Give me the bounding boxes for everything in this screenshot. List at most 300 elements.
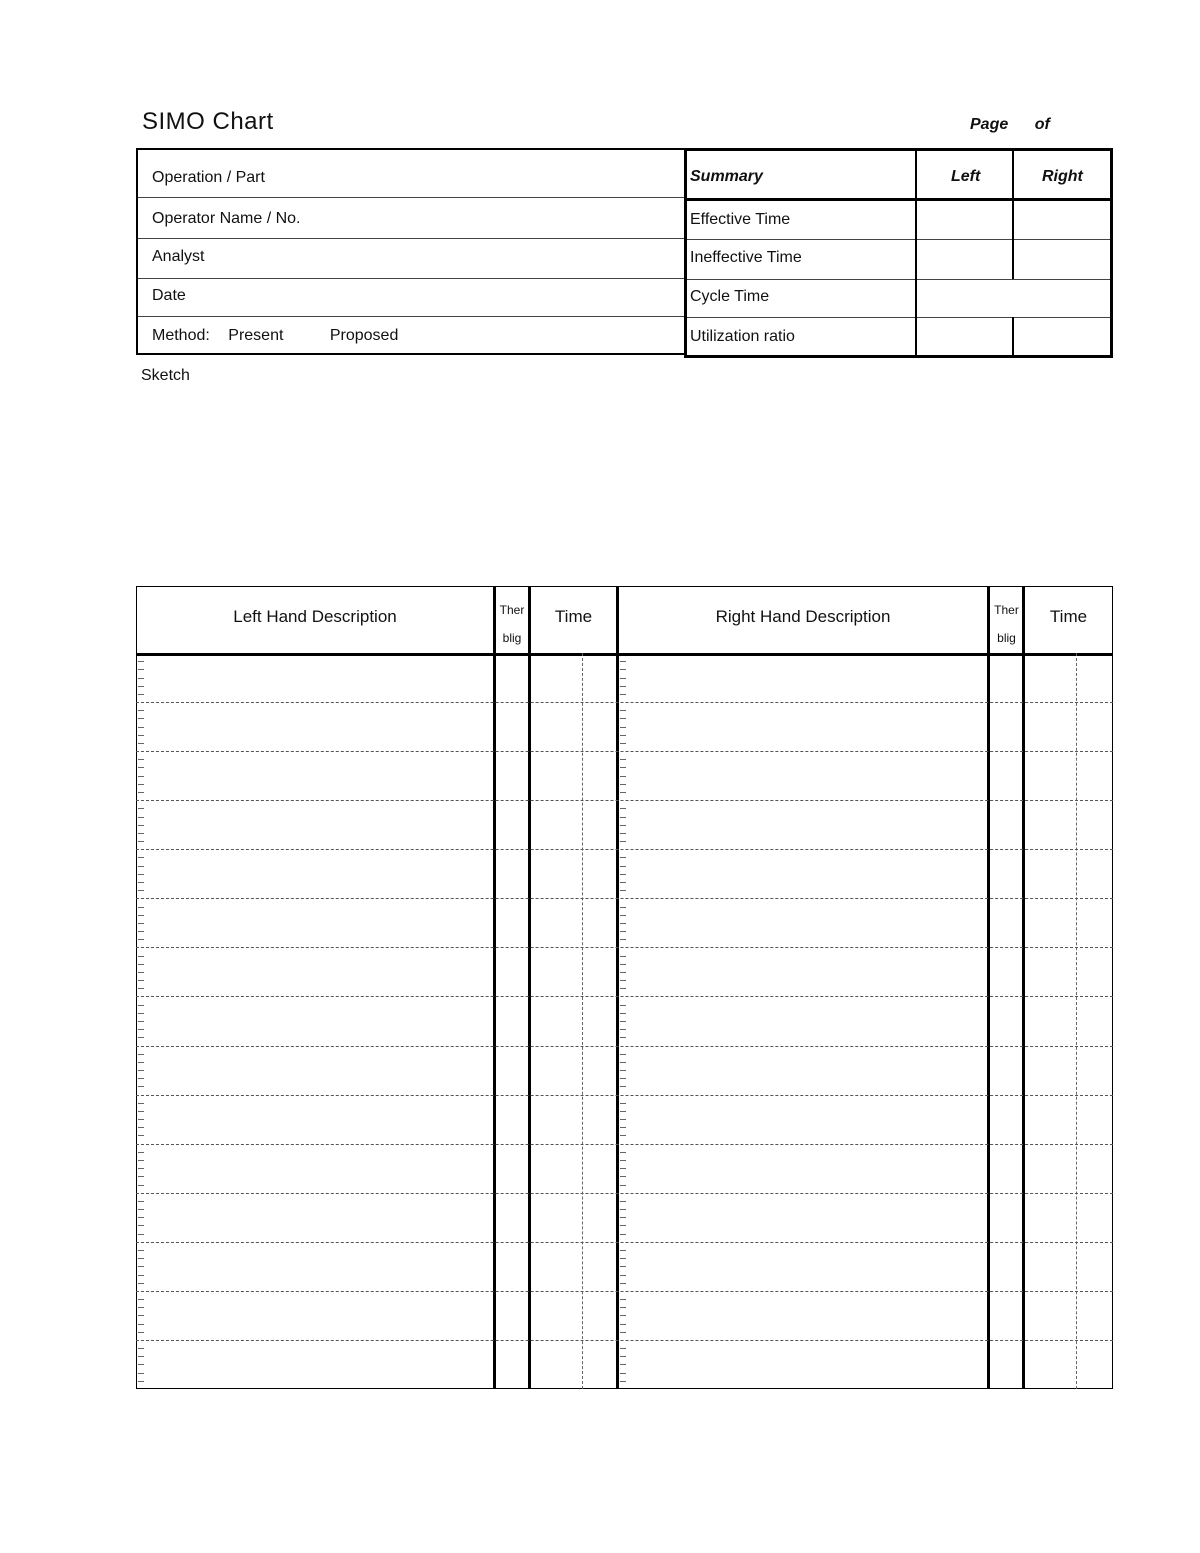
right-therblig-cell[interactable]	[991, 949, 1019, 994]
left-therblig-cell[interactable]	[497, 1244, 525, 1289]
row-tick	[138, 1168, 144, 1169]
row-tick	[620, 956, 626, 957]
right-therblig-cell[interactable]	[991, 1342, 1019, 1387]
row-tick	[620, 694, 626, 695]
row-tick	[620, 1111, 626, 1112]
row-tick	[620, 1364, 626, 1365]
row-tick	[620, 1307, 626, 1308]
row-tick	[620, 743, 626, 744]
operation-part-field[interactable]: Operation / Part	[152, 169, 265, 186]
page-title: SIMO Chart	[142, 108, 274, 135]
right-hand-description-cell[interactable]	[628, 851, 984, 896]
row-tick	[138, 743, 144, 744]
right-time-cell[interactable]	[1026, 1195, 1110, 1240]
left-therblig-cell[interactable]	[497, 802, 525, 847]
right-therblig-bottom: blig	[997, 631, 1016, 645]
row-divider	[136, 1193, 1113, 1194]
utilization-left-cell[interactable]	[917, 319, 1011, 354]
row-tick	[620, 1381, 626, 1382]
row-tick	[138, 980, 144, 981]
row-tick	[138, 1373, 144, 1374]
row-tick	[620, 678, 626, 679]
row-tick	[620, 980, 626, 981]
row-tick	[138, 1021, 144, 1022]
ineffective-time-label: Ineffective Time	[690, 249, 802, 266]
row-tick	[138, 1119, 144, 1120]
method-field	[138, 327, 685, 345]
row-tick	[138, 1234, 144, 1235]
row-tick	[620, 1332, 626, 1333]
row-divider	[136, 1242, 1113, 1243]
row-tick	[620, 1315, 626, 1316]
row-tick	[138, 1348, 144, 1349]
row-tick	[138, 1127, 144, 1128]
left-hand-description-cell[interactable]	[146, 949, 490, 994]
sketch-area[interactable]	[136, 390, 1113, 575]
row-tick	[138, 866, 144, 867]
right-hand-description-cell[interactable]	[628, 802, 984, 847]
summary-left-header: Left	[951, 168, 981, 185]
row-tick	[620, 923, 626, 924]
row-tick	[138, 1103, 144, 1104]
right-therblig-cell[interactable]	[991, 1097, 1019, 1142]
page-label: Page	[970, 116, 1009, 133]
row-tick	[138, 710, 144, 711]
row-tick	[138, 1037, 144, 1038]
row-tick	[138, 1005, 144, 1006]
row-tick	[138, 718, 144, 719]
row-tick	[620, 1103, 626, 1104]
row-tick	[138, 1250, 144, 1251]
right-time-cell[interactable]	[1026, 802, 1110, 847]
left-therblig-header	[494, 596, 530, 652]
right-hand-description-cell[interactable]	[628, 655, 984, 700]
right-time-cell[interactable]	[1026, 1342, 1110, 1387]
row-tick	[138, 1324, 144, 1325]
effective-time-right-cell[interactable]	[1014, 201, 1110, 238]
row-tick	[138, 857, 144, 858]
right-hand-description-cell[interactable]	[628, 704, 984, 749]
ineffective-time-left-cell[interactable]	[917, 241, 1011, 278]
row-tick	[620, 882, 626, 883]
row-tick	[138, 907, 144, 908]
right-therblig-cell[interactable]	[991, 998, 1019, 1043]
row-tick	[138, 825, 144, 826]
cycle-time-cell[interactable]	[917, 281, 1110, 316]
left-therblig-divider	[493, 586, 496, 1389]
right-therblig-cell[interactable]	[991, 1195, 1019, 1240]
right-hand-description-cell[interactable]	[628, 1244, 984, 1289]
row-divider	[136, 996, 1113, 997]
row-tick	[620, 1185, 626, 1186]
row-tick	[138, 776, 144, 777]
row-tick	[620, 1176, 626, 1177]
row-divider	[136, 1046, 1113, 1047]
row-tick	[620, 1070, 626, 1071]
row-tick	[620, 1029, 626, 1030]
row-tick	[620, 727, 626, 728]
right-time-cell[interactable]	[1026, 949, 1110, 994]
row-tick	[138, 792, 144, 793]
row-tick	[620, 988, 626, 989]
row-tick	[138, 1381, 144, 1382]
left-hand-description-cell[interactable]	[146, 704, 490, 749]
row-tick	[138, 808, 144, 809]
grid-border-top	[136, 586, 1113, 587]
row-tick	[620, 669, 626, 670]
left-hand-description-cell[interactable]	[146, 1097, 490, 1142]
row-tick	[620, 1258, 626, 1259]
row-tick	[620, 784, 626, 785]
row-tick	[620, 1356, 626, 1357]
left-time-cell[interactable]	[532, 1097, 614, 1142]
row-tick	[138, 1364, 144, 1365]
right-therblig-cell[interactable]	[991, 1048, 1019, 1093]
row-tick	[138, 784, 144, 785]
left-hand-description-cell[interactable]	[146, 1146, 490, 1191]
row-tick	[138, 1275, 144, 1276]
left-therblig-cell[interactable]	[497, 1048, 525, 1093]
effective-time-label: Effective Time	[690, 211, 791, 228]
right-time-header: Time	[1049, 607, 1088, 626]
right-therblig-cell[interactable]	[991, 753, 1019, 798]
left-therblig-cell[interactable]	[497, 704, 525, 749]
cycle-time-label: Cycle Time	[690, 288, 770, 305]
left-time-cell[interactable]	[532, 1146, 614, 1191]
row-tick	[620, 1119, 626, 1120]
row-tick	[138, 931, 144, 932]
row-tick	[620, 939, 626, 940]
right-time-cell[interactable]	[1026, 851, 1110, 896]
left-time-cell[interactable]	[532, 949, 614, 994]
utilization-ratio-label: Utilization ratio	[690, 328, 795, 345]
row-tick	[138, 727, 144, 728]
left-time-cell[interactable]	[532, 753, 614, 798]
right-therblig-cell[interactable]	[991, 802, 1019, 847]
row-divider	[136, 702, 1113, 703]
right-time-cell[interactable]	[1026, 655, 1110, 700]
row-tick	[138, 678, 144, 679]
left-therblig-cell[interactable]	[497, 1195, 525, 1240]
right-time-cell[interactable]	[1026, 1146, 1110, 1191]
row-tick	[138, 1086, 144, 1087]
right-hand-description-cell[interactable]	[628, 753, 984, 798]
row-tick	[620, 1168, 626, 1169]
row-tick	[138, 1013, 144, 1014]
right-hand-description-cell[interactable]	[628, 1293, 984, 1338]
row-divider	[136, 1340, 1113, 1341]
row-tick	[138, 1258, 144, 1259]
of-label: of	[1034, 116, 1050, 133]
row-tick	[620, 1086, 626, 1087]
summary-right-header: Right	[1042, 168, 1083, 185]
effective-time-left-cell[interactable]	[917, 201, 1011, 238]
left-time-cell[interactable]	[532, 900, 614, 945]
row-tick	[620, 972, 626, 973]
row-tick	[620, 767, 626, 768]
row-tick	[138, 915, 144, 916]
right-hand-description-cell[interactable]	[628, 900, 984, 945]
row-tick	[620, 1266, 626, 1267]
operation-info-block	[136, 148, 685, 355]
row-tick	[138, 1283, 144, 1284]
row-tick	[138, 890, 144, 891]
row-divider	[136, 800, 1113, 801]
left-therblig-top: Ther	[499, 603, 525, 617]
right-hand-description-cell[interactable]	[628, 1146, 984, 1191]
row-tick	[138, 1332, 144, 1333]
row-tick	[138, 661, 144, 662]
left-therblig-cell[interactable]	[497, 1146, 525, 1191]
row-tick	[138, 1029, 144, 1030]
left-hand-description-cell[interactable]	[146, 753, 490, 798]
simo-table	[136, 586, 1113, 1389]
left-hand-description-cell[interactable]	[146, 1244, 490, 1289]
row-tick	[620, 1234, 626, 1235]
row-tick	[620, 857, 626, 858]
left-therblig-cell[interactable]	[497, 998, 525, 1043]
right-therblig-divider	[987, 586, 990, 1389]
row-tick	[620, 1201, 626, 1202]
method-present-option[interactable]: Present	[228, 327, 284, 344]
row-tick	[138, 767, 144, 768]
right-hand-description-cell[interactable]	[628, 998, 984, 1043]
left-therblig-cell[interactable]	[497, 655, 525, 700]
row-tick	[620, 735, 626, 736]
row-tick	[620, 1373, 626, 1374]
grid-border-right	[1112, 586, 1113, 1389]
row-tick	[620, 931, 626, 932]
row-tick	[620, 1005, 626, 1006]
right-therblig-cell[interactable]	[991, 1293, 1019, 1338]
row-tick	[620, 1037, 626, 1038]
row-tick	[620, 1062, 626, 1063]
row-tick	[620, 1021, 626, 1022]
row-tick	[138, 1078, 144, 1079]
row-tick	[138, 841, 144, 842]
row-tick	[138, 972, 144, 973]
method-label: Method:	[152, 327, 210, 344]
analyst-field[interactable]: Analyst	[152, 248, 205, 265]
center-divider	[616, 586, 619, 1389]
left-hand-description-cell[interactable]	[146, 1293, 490, 1338]
left-time-cell[interactable]	[532, 1342, 614, 1387]
right-time-cell[interactable]	[1026, 900, 1110, 945]
row-tick	[620, 1217, 626, 1218]
left-time-cell[interactable]	[532, 802, 614, 847]
left-therblig-bottom: blig	[502, 631, 522, 645]
row-tick	[620, 686, 626, 687]
right-time-cell[interactable]	[1026, 1244, 1110, 1289]
row-tick	[620, 661, 626, 662]
left-time-cell[interactable]	[532, 655, 614, 700]
left-therblig-cell[interactable]	[497, 753, 525, 798]
row-tick	[620, 1275, 626, 1276]
row-tick	[620, 1135, 626, 1136]
left-time-cell[interactable]	[532, 1048, 614, 1093]
left-time-divider	[528, 586, 531, 1389]
right-therblig-cell[interactable]	[991, 851, 1019, 896]
left-hand-description-cell[interactable]	[146, 998, 490, 1043]
row-tick	[138, 1299, 144, 1300]
page-number-field	[970, 116, 1050, 134]
row-tick	[138, 1225, 144, 1226]
row-tick	[138, 964, 144, 965]
left-time-cell[interactable]	[532, 1244, 614, 1289]
row-tick	[138, 923, 144, 924]
date-field[interactable]: Date	[152, 287, 186, 304]
row-tick	[138, 1070, 144, 1071]
row-tick	[620, 1209, 626, 1210]
left-time-cell[interactable]	[532, 851, 614, 896]
row-tick	[620, 964, 626, 965]
row-tick	[620, 759, 626, 760]
row-tick	[620, 1324, 626, 1325]
row-tick	[620, 890, 626, 891]
left-hand-description-cell[interactable]	[146, 1342, 490, 1387]
left-time-header: Time	[554, 607, 593, 626]
row-tick	[620, 1013, 626, 1014]
row-tick	[620, 915, 626, 916]
row-tick	[138, 833, 144, 834]
ineffective-time-right-cell[interactable]	[1014, 241, 1110, 278]
right-therblig-cell[interactable]	[991, 1244, 1019, 1289]
right-therblig-cell[interactable]	[991, 655, 1019, 700]
row-tick	[138, 1152, 144, 1153]
right-therblig-cell[interactable]	[991, 1146, 1019, 1191]
right-hand-description-cell[interactable]	[628, 1195, 984, 1240]
row-tick	[138, 1160, 144, 1161]
row-tick	[138, 759, 144, 760]
right-hand-description-cell[interactable]	[628, 1048, 984, 1093]
left-hand-description-cell[interactable]	[146, 851, 490, 896]
left-hand-description-cell[interactable]	[146, 1048, 490, 1093]
row-tick	[138, 1135, 144, 1136]
right-time-cell[interactable]	[1026, 998, 1110, 1043]
left-hand-description-cell[interactable]	[146, 802, 490, 847]
right-hand-description-cell[interactable]	[628, 1097, 984, 1142]
left-hand-description-cell[interactable]	[146, 900, 490, 945]
left-hand-description-cell[interactable]	[146, 1195, 490, 1240]
row-tick	[620, 1283, 626, 1284]
right-therblig-top: Ther	[994, 603, 1019, 617]
left-hand-description-cell[interactable]	[146, 655, 490, 700]
row-tick	[620, 841, 626, 842]
row-tick	[620, 776, 626, 777]
grid-border-bottom	[136, 1388, 1113, 1389]
row-tick	[138, 1062, 144, 1063]
right-therblig-cell[interactable]	[991, 900, 1019, 945]
right-time-cell[interactable]	[1026, 704, 1110, 749]
left-time-cell[interactable]	[532, 1195, 614, 1240]
row-divider	[136, 1095, 1113, 1096]
row-tick	[620, 1160, 626, 1161]
row-tick	[138, 1315, 144, 1316]
right-hand-description-header: Right Hand Description	[715, 607, 891, 626]
operator-name-field[interactable]: Operator Name / No.	[152, 210, 301, 227]
row-tick	[620, 825, 626, 826]
row-tick	[138, 686, 144, 687]
row-tick	[620, 718, 626, 719]
row-tick	[138, 1185, 144, 1186]
right-time-cell[interactable]	[1026, 1048, 1110, 1093]
right-time-cell[interactable]	[1026, 753, 1110, 798]
row-tick	[138, 956, 144, 957]
row-tick	[620, 1127, 626, 1128]
left-therblig-cell[interactable]	[497, 900, 525, 945]
row-tick	[620, 1152, 626, 1153]
row-tick	[620, 866, 626, 867]
left-time-cell[interactable]	[532, 1293, 614, 1338]
row-tick	[138, 882, 144, 883]
row-tick	[138, 988, 144, 989]
grid-border-left	[136, 586, 137, 1389]
left-hand-description-header: Left Hand Description	[233, 607, 397, 626]
row-tick	[138, 1217, 144, 1218]
row-tick	[138, 694, 144, 695]
row-tick	[620, 817, 626, 818]
row-tick	[138, 735, 144, 736]
row-tick	[620, 1054, 626, 1055]
utilization-right-cell[interactable]	[1014, 319, 1110, 354]
row-divider	[136, 1144, 1113, 1145]
row-tick	[620, 907, 626, 908]
right-time-cell[interactable]	[1026, 1293, 1110, 1338]
summary-title: Summary	[690, 168, 763, 185]
row-tick	[138, 1209, 144, 1210]
row-tick	[620, 808, 626, 809]
left-therblig-cell[interactable]	[497, 1293, 525, 1338]
row-divider	[136, 898, 1113, 899]
row-divider	[136, 751, 1113, 752]
row-divider	[136, 947, 1113, 948]
row-tick	[138, 1054, 144, 1055]
summary-table	[684, 148, 1113, 358]
row-tick	[620, 833, 626, 834]
left-therblig-cell[interactable]	[497, 949, 525, 994]
right-hand-description-cell[interactable]	[628, 1342, 984, 1387]
right-hand-description-cell[interactable]	[628, 949, 984, 994]
left-therblig-cell[interactable]	[497, 851, 525, 896]
method-proposed-option[interactable]: Proposed	[329, 327, 399, 344]
row-tick	[138, 874, 144, 875]
row-tick	[620, 1225, 626, 1226]
row-tick	[620, 1348, 626, 1349]
row-divider	[136, 849, 1113, 850]
sketch-label: Sketch	[141, 367, 190, 384]
row-tick	[620, 710, 626, 711]
row-tick	[620, 792, 626, 793]
row-tick	[138, 1266, 144, 1267]
row-tick	[620, 1250, 626, 1251]
row-tick	[138, 1176, 144, 1177]
row-tick	[620, 1078, 626, 1079]
row-tick	[138, 817, 144, 818]
right-time-cell[interactable]	[1026, 1097, 1110, 1142]
right-time-divider	[1022, 586, 1025, 1389]
left-time-cell[interactable]	[532, 998, 614, 1043]
left-therblig-cell[interactable]	[497, 1342, 525, 1387]
row-tick	[138, 669, 144, 670]
left-therblig-cell[interactable]	[497, 1097, 525, 1142]
row-tick	[620, 1299, 626, 1300]
row-tick	[620, 874, 626, 875]
row-tick	[138, 939, 144, 940]
row-tick	[138, 1307, 144, 1308]
right-therblig-cell[interactable]	[991, 704, 1019, 749]
row-tick	[138, 1201, 144, 1202]
left-time-cell[interactable]	[532, 704, 614, 749]
